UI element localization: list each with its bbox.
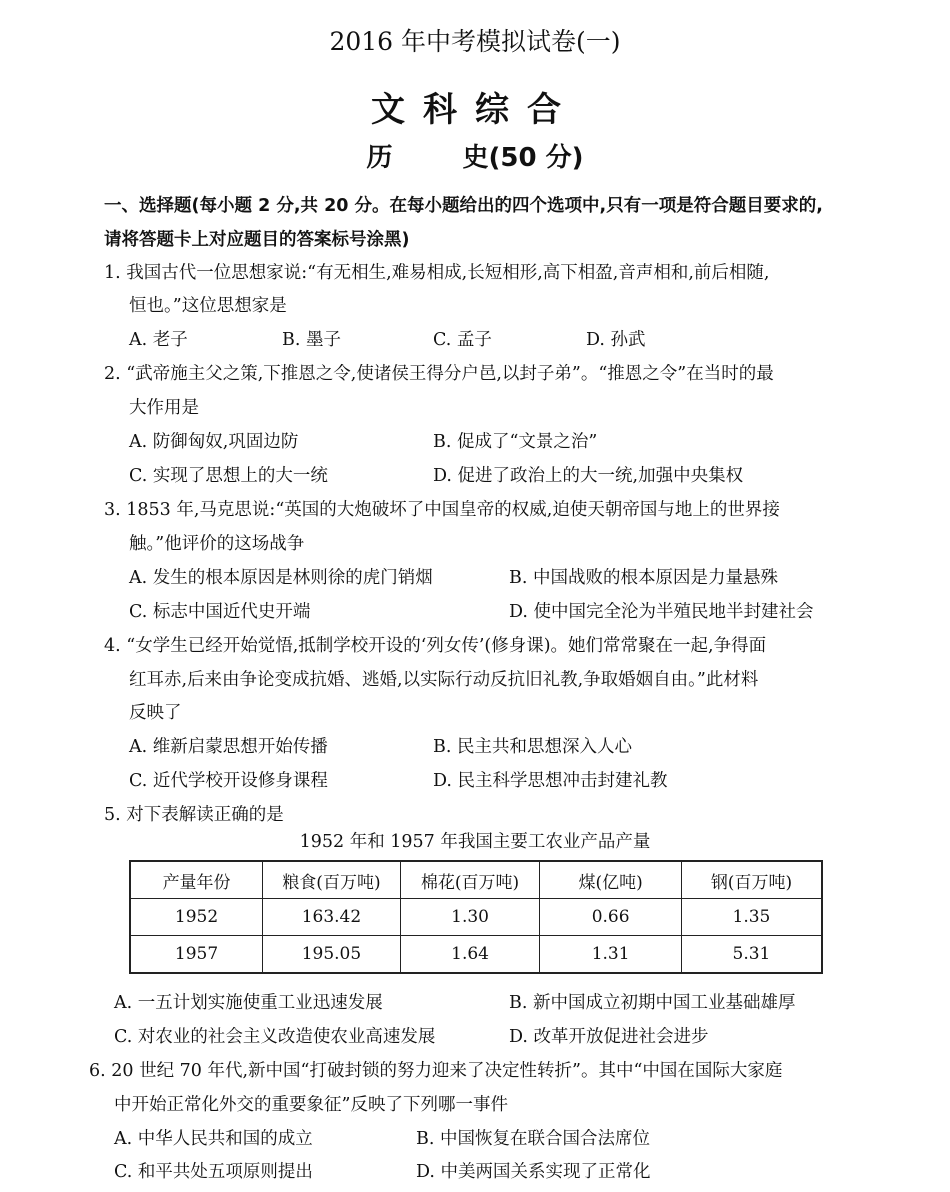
question-1-option-c: C. 孟子 (433, 330, 492, 350)
question-1-option-b: B. 墨子 (282, 330, 341, 350)
table-caption: 1952 年和 1957 年我国主要工农业产品产量 (299, 832, 651, 852)
question-3-option-d: D. 使中国完全沦为半殖民地半封建社会 (509, 602, 814, 622)
production-table (129, 860, 823, 974)
table-cell: 1957 (130, 936, 263, 974)
subject-title: 文科综合 (371, 90, 579, 130)
question-2-option-c: C. 实现了思想上的大一统 (129, 466, 328, 486)
sub-subject-left: 历 (366, 143, 393, 173)
table-cell: 1952 (130, 899, 263, 936)
question-5-option-b: B. 新中国成立初期中国工业基础雄厚 (509, 993, 796, 1013)
question-3-option-b: B. 中国战败的根本原因是力量悬殊 (509, 568, 778, 588)
table-cell: 5.31 (681, 936, 822, 974)
question-6-line-1: 6. 20 世纪 70 年代,新中国“打破封锁的努力迎来了决定性转折”。其中“中国在国际大家庭 (89, 1061, 783, 1081)
question-1-option-a: A. 老子 (129, 330, 188, 350)
table-cell: 163.42 (263, 899, 401, 936)
question-4-line-3: 反映了 (129, 703, 182, 723)
table-header-cell: 棉花(百万吨) (400, 861, 540, 899)
table-row (130, 899, 822, 936)
question-5-option-a: A. 一五计划实施使重工业迅速发展 (114, 993, 383, 1013)
table-header-cell: 钢(百万吨) (681, 861, 822, 899)
question-1-line-1: 1. 我国古代一位思想家说:“有无相生,难易相成,长短相形,高下相盈,音声相和,前后相随, (104, 263, 770, 283)
question-5-option-c: C. 对农业的社会主义改造使农业高速发展 (114, 1027, 436, 1047)
table-cell: 1.31 (540, 936, 682, 974)
table-header-cell: 粮食(百万吨) (263, 861, 401, 899)
question-1-line-2: 恒也。”这位思想家是 (129, 296, 287, 316)
section-heading-line-1: 一、选择题(每小题 2 分,共 20 分。在每小题给出的四个选项中,只有一项是符合题目要求的, (104, 196, 823, 216)
question-5-line-1: 5. 对下表解读正确的是 (104, 805, 284, 825)
sub-subject-title (0, 137, 950, 174)
table-header-cell: 产量年份 (130, 861, 263, 899)
table-header-row (130, 861, 822, 899)
section-heading-line-2: 请将答题卡上对应题目的答案标号涂黑) (104, 230, 410, 250)
question-4-option-d: D. 民主科学思想冲击封建礼教 (433, 771, 668, 791)
question-5-option-d: D. 改革开放促进社会进步 (509, 1027, 709, 1047)
question-6-line-2: 中开始正常化外交的重要象征”反映了下列哪一事件 (114, 1095, 508, 1115)
sub-subject-right: 史(50 分) (462, 143, 584, 173)
question-4-line-1: 4. “女学生已经开始觉悟,抵制学校开设的‘列女传’(修身课)。她们常常聚在一起,争得面 (104, 636, 767, 656)
question-6-option-a: A. 中华人民共和国的成立 (114, 1129, 313, 1149)
table-cell: 1.64 (400, 936, 540, 974)
question-6-option-b: B. 中国恢复在联合国合法席位 (416, 1129, 650, 1149)
question-2-option-b: B. 促成了“文景之治” (433, 432, 598, 452)
question-3-line-1: 3. 1853 年,马克思说:“英国的大炮破坏了中国皇帝的权威,迫使天朝帝国与地上的世界接 (104, 500, 780, 520)
question-4-option-c: C. 近代学校开设修身课程 (129, 771, 328, 791)
question-2-line-1: 2. “武帝施主父之策,下推恩之令,使诸侯王得分户邑,以封子弟”。“推恩之令”在当时的最 (104, 364, 774, 384)
table-cell: 1.35 (681, 899, 822, 936)
exam-title: 2016 年中考模拟试卷(一) (329, 27, 621, 56)
question-2-option-d: D. 促进了政治上的大一统,加强中央集权 (433, 466, 744, 486)
question-3-option-a: A. 发生的根本原因是林则徐的虎门销烟 (129, 568, 433, 588)
question-4-line-2: 红耳赤,后来由争论变成抗婚、逃婚,以实际行动反抗旧礼教,争取婚姻自由。”此材料 (129, 670, 759, 690)
table-header-cell: 煤(亿吨) (540, 861, 682, 899)
table-cell: 0.66 (540, 899, 682, 936)
table-cell: 1.30 (400, 899, 540, 936)
question-6-option-c: C. 和平共处五项原则提出 (114, 1162, 313, 1182)
question-1-option-d: D. 孙武 (586, 330, 646, 350)
question-6-option-d: D. 中美两国关系实现了正常化 (416, 1162, 651, 1182)
table-cell: 195.05 (263, 936, 401, 974)
question-4-option-b: B. 民主共和思想深入人心 (433, 737, 632, 757)
question-3-line-2: 触。”他评价的这场战争 (129, 534, 305, 554)
question-4-option-a: A. 维新启蒙思想开始传播 (129, 737, 328, 757)
table-row (130, 936, 822, 974)
question-2-line-2: 大作用是 (129, 398, 199, 418)
question-3-option-c: C. 标志中国近代史开端 (129, 602, 311, 622)
question-2-option-a: A. 防御匈奴,巩固边防 (129, 432, 299, 452)
